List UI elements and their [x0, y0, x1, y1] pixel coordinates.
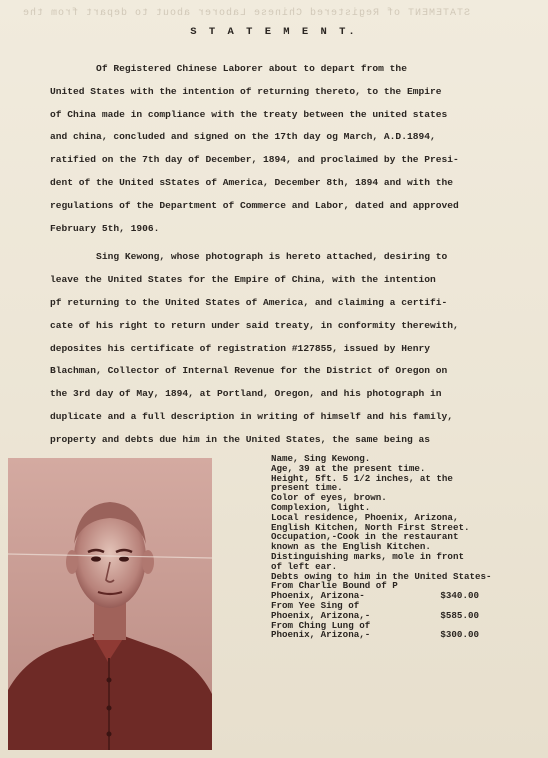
show-through-text: STATEMENT of Registered Chinese Laborer about to depart from the: [21, 8, 470, 19]
description-line: [271, 630, 543, 640]
statement-line: duplicate and a full description in writing of himself and his family,: [50, 410, 454, 422]
description-text: From Charlie Bound of P: [271, 580, 398, 592]
document-title: S T A T E M E N T.: [190, 26, 358, 38]
description-text: present time.: [271, 482, 343, 494]
description-text: Phoenix, Arizona,-: [271, 609, 371, 621]
statement-line: deposites his certificate of registration #127855, issued by Henry: [50, 342, 430, 354]
description-text: Local residence, Phoenix, Arizona,: [271, 511, 459, 523]
photograph-portrait: [8, 458, 212, 750]
description-text: Age, 39 at the present time.: [271, 462, 426, 474]
description-text: Phoenix, Arizona,-: [271, 629, 371, 641]
statement-body: [50, 58, 530, 474]
debt-amount: $300.00: [440, 629, 479, 641]
statement-line: pf returning to the United States of America, and claiming a certifi-: [50, 296, 448, 308]
statement-line: Of Registered Chinese Laborer about to depart from the: [50, 63, 407, 74]
statement-line: regulations of the Department of Commerce and Labor, dated and approved: [50, 199, 459, 211]
description-text: From Ching Lung of: [271, 619, 371, 631]
description-text: Occupation,-Cook in the restaurant: [271, 531, 459, 543]
statement-line: Blachman, Collector of Internal Revenue for the District of Oregon on: [50, 365, 448, 377]
description-text: Height, 5ft. 5 1/2 inches, at the: [271, 472, 453, 484]
description-text: of left ear.: [271, 560, 338, 572]
description-text: known as the English Kitchen.: [271, 541, 431, 553]
statement-line: cate of his right to return under said treaty, in conformity therewith,: [50, 319, 459, 331]
description-text: From Yee Sing of: [271, 599, 360, 611]
description-text: Debts owing to him in the United States-: [271, 570, 492, 582]
statement-line: February 5th, 1906.: [50, 222, 160, 234]
description-text: Phoenix, Arizona-: [271, 590, 365, 602]
debt-amount: $340.00: [440, 590, 479, 602]
personal-description: [271, 454, 543, 640]
description-text: Distinguishing marks, mole in front: [271, 550, 464, 562]
description-text: Name, Sing Kewong.: [271, 453, 371, 464]
description-text: English Kitchen, North First Street.: [271, 521, 470, 533]
statement-line: of China made in compliance with the treaty between the united states: [50, 108, 448, 120]
statement-line: property and debts due him in the United States, the same being as: [50, 433, 430, 445]
applicant-photograph: [8, 458, 212, 750]
description-text: Complexion, light.: [271, 501, 371, 513]
description-text: Color of eyes, brown.: [271, 492, 387, 504]
statement-line: ratified on the 7th day of December, 1894, and proclaimed by the Presi-: [50, 154, 459, 166]
statement-line: Sing Kewong, whose photograph is hereto attached, desiring to: [50, 251, 448, 263]
statement-line: dent of the United sStates of America, December 8th, 1894 and with the: [50, 176, 454, 188]
debt-amount: $585.00: [440, 609, 479, 621]
statement-line: the 3rd day of May, 1894, at Portland, Oregon, and his photograph in: [50, 388, 442, 400]
statement-line: leave the United States for the Empire of China, with the intention: [50, 274, 436, 286]
statement-line: United States with the intention of returning thereto, to the Empire: [50, 85, 442, 97]
statement-line: and china, concluded and signed on the 17th day og March, A.D.1894,: [50, 131, 436, 143]
